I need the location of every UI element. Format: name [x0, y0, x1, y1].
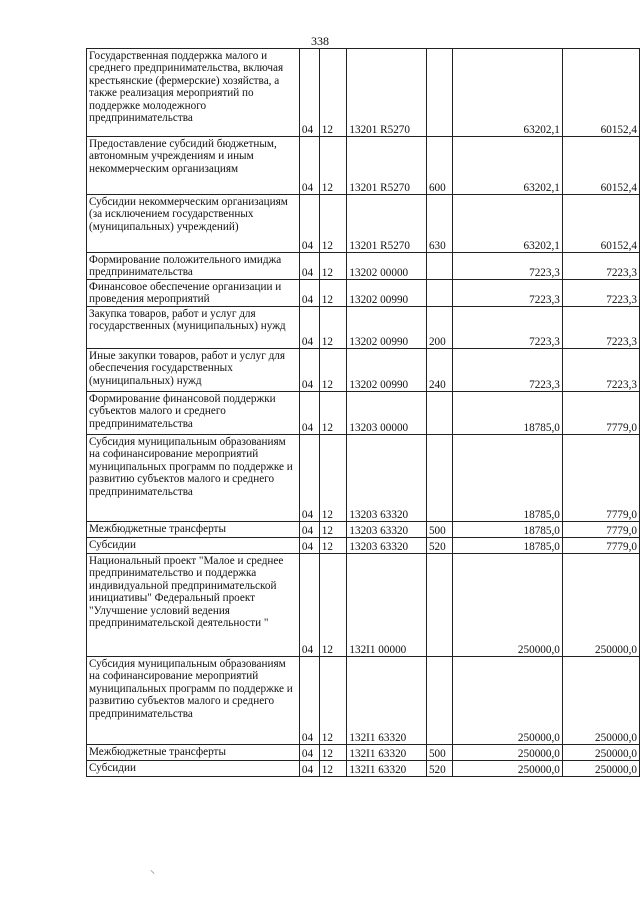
row-name: Предоставление субсидий бюджетным, автономным учреждениям и иным некоммерческим организациям	[87, 137, 300, 195]
row-target-article: 13203 63320	[347, 538, 427, 554]
row-amount-2: 250000,0	[562, 745, 639, 761]
row-section: 04	[299, 49, 319, 137]
table-body	[87, 49, 640, 777]
table-row	[87, 137, 640, 195]
row-section: 04	[299, 253, 319, 280]
row-subsection: 12	[319, 554, 347, 657]
row-name: Формирование положительного имиджа предпринимательства	[87, 253, 300, 280]
row-amount-1: 250000,0	[452, 761, 562, 777]
row-amount-2: 60152,4	[562, 195, 639, 253]
row-amount-2: 250000,0	[562, 761, 639, 777]
row-subsection: 12	[319, 745, 347, 761]
row-target-article: 13201 R5270	[347, 195, 427, 253]
row-target-article: 13201 R5270	[347, 49, 427, 137]
table-row	[87, 538, 640, 554]
row-section: 04	[299, 280, 319, 307]
row-amount-1: 63202,1	[452, 49, 562, 137]
row-subsection: 12	[319, 522, 347, 538]
table-row	[87, 349, 640, 392]
row-amount-1: 18785,0	[452, 522, 562, 538]
row-section: 04	[299, 522, 319, 538]
row-name: Государственная поддержка малого и среднего предпринимательства, включая крестьянские (фермерские) хозяйства, а также реализация мероприятий по поддержке молодежного предпринимательства	[87, 49, 300, 137]
row-subsection: 12	[319, 307, 347, 349]
row-section: 04	[299, 137, 319, 195]
row-target-article: 132I1 63320	[347, 745, 427, 761]
row-subsection: 12	[319, 195, 347, 253]
table-row	[87, 195, 640, 253]
row-name: Межбюджетные трансферты	[87, 522, 300, 538]
table-row	[87, 307, 640, 349]
row-section: 04	[299, 538, 319, 554]
row-subsection: 12	[319, 435, 347, 522]
row-section: 04	[299, 195, 319, 253]
table-row	[87, 280, 640, 307]
row-target-article: 13203 63320	[347, 435, 427, 522]
row-amount-1: 18785,0	[452, 435, 562, 522]
table-row	[87, 522, 640, 538]
row-amount-1: 18785,0	[452, 538, 562, 554]
row-section: 04	[299, 435, 319, 522]
row-name: Субсидии	[87, 538, 300, 554]
row-expense-type: 200	[426, 307, 452, 349]
row-subsection: 12	[319, 761, 347, 777]
row-amount-1: 250000,0	[452, 657, 562, 745]
row-target-article: 13203 00000	[347, 392, 427, 435]
stray-mark: ⸜	[150, 865, 155, 876]
row-target-article: 13201 R5270	[347, 137, 427, 195]
row-amount-1: 18785,0	[452, 392, 562, 435]
table-row	[87, 657, 640, 745]
row-expense-type	[426, 392, 452, 435]
row-subsection: 12	[319, 657, 347, 745]
row-expense-type	[426, 657, 452, 745]
row-name: Формирование финансовой поддержки субъектов малого и среднего предпринимательства	[87, 392, 300, 435]
row-amount-1: 7223,3	[452, 253, 562, 280]
row-amount-2: 7223,3	[562, 253, 639, 280]
row-subsection: 12	[319, 538, 347, 554]
row-name: Субсидия муниципальным образованиям на софинансирование мероприятий муниципальных программ по поддержке и развитию субъектов малого и среднего предпринимательства	[87, 435, 300, 522]
row-name: Субсидии некоммерческим организациям (за исключением государственных (муниципальных) учреждений)	[87, 195, 300, 253]
row-amount-2: 7779,0	[562, 538, 639, 554]
row-name: Субсидия муниципальным образованиям на софинансирование мероприятий муниципальных программ по поддержке и развитию субъектов малого и среднего предпринимательства	[87, 657, 300, 745]
row-expense-type: 520	[426, 761, 452, 777]
row-expense-type	[426, 280, 452, 307]
row-expense-type	[426, 253, 452, 280]
row-expense-type: 630	[426, 195, 452, 253]
row-name: Субсидии	[87, 761, 300, 777]
row-target-article: 13202 00990	[347, 280, 427, 307]
row-amount-2: 7223,3	[562, 349, 639, 392]
row-amount-2: 60152,4	[562, 137, 639, 195]
row-expense-type: 240	[426, 349, 452, 392]
row-expense-type	[426, 435, 452, 522]
budget-table	[86, 48, 640, 777]
row-amount-2: 7779,0	[562, 522, 639, 538]
row-name: Финансовое обеспечение организации и проведения мероприятий	[87, 280, 300, 307]
row-expense-type: 500	[426, 745, 452, 761]
row-amount-1: 250000,0	[452, 554, 562, 657]
row-amount-2: 250000,0	[562, 657, 639, 745]
table-row	[87, 745, 640, 761]
row-target-article: 13202 00000	[347, 253, 427, 280]
row-section: 04	[299, 745, 319, 761]
row-amount-1: 63202,1	[452, 137, 562, 195]
row-expense-type: 520	[426, 538, 452, 554]
row-section: 04	[299, 392, 319, 435]
row-target-article: 13203 63320	[347, 522, 427, 538]
row-expense-type	[426, 554, 452, 657]
row-amount-1: 7223,3	[452, 280, 562, 307]
row-expense-type: 600	[426, 137, 452, 195]
table-row	[87, 49, 640, 137]
row-subsection: 12	[319, 280, 347, 307]
row-amount-2: 60152,4	[562, 49, 639, 137]
row-expense-type	[426, 49, 452, 137]
row-target-article: 13202 00990	[347, 349, 427, 392]
row-target-article: 132I1 00000	[347, 554, 427, 657]
row-subsection: 12	[319, 349, 347, 392]
page-number: 338	[311, 34, 329, 48]
table-row	[87, 392, 640, 435]
row-amount-2: 7223,3	[562, 280, 639, 307]
row-name: Иные закупки товаров, работ и услуг для обеспечения государственных (муниципальных) нужд	[87, 349, 300, 392]
row-section: 04	[299, 554, 319, 657]
row-section: 04	[299, 657, 319, 745]
row-subsection: 12	[319, 253, 347, 280]
row-subsection: 12	[319, 392, 347, 435]
row-subsection: 12	[319, 49, 347, 137]
row-target-article: 13202 00990	[347, 307, 427, 349]
table-row	[87, 761, 640, 777]
row-amount-1: 7223,3	[452, 349, 562, 392]
row-name: Межбюджетные трансферты	[87, 745, 300, 761]
row-amount-2: 7779,0	[562, 435, 639, 522]
table-row	[87, 435, 640, 522]
row-section: 04	[299, 307, 319, 349]
row-section: 04	[299, 349, 319, 392]
row-subsection: 12	[319, 137, 347, 195]
row-amount-1: 7223,3	[452, 307, 562, 349]
row-target-article: 132I1 63320	[347, 761, 427, 777]
row-section: 04	[299, 761, 319, 777]
row-amount-2: 7223,3	[562, 307, 639, 349]
row-name: Национальный проект "Малое и среднее предпринимательство и поддержка индивидуальной предпринимательской инициативы" Федеральный проект "Улучшение условий ведения предпринимательской деятельности "	[87, 554, 300, 657]
row-amount-2: 7779,0	[562, 392, 639, 435]
table-row	[87, 554, 640, 657]
row-amount-1: 63202,1	[452, 195, 562, 253]
row-amount-2: 250000,0	[562, 554, 639, 657]
table-row	[87, 253, 640, 280]
row-amount-1: 250000,0	[452, 745, 562, 761]
row-target-article: 132I1 63320	[347, 657, 427, 745]
row-name: Закупка товаров, работ и услуг для государственных (муниципальных) нужд	[87, 307, 300, 349]
row-expense-type: 500	[426, 522, 452, 538]
